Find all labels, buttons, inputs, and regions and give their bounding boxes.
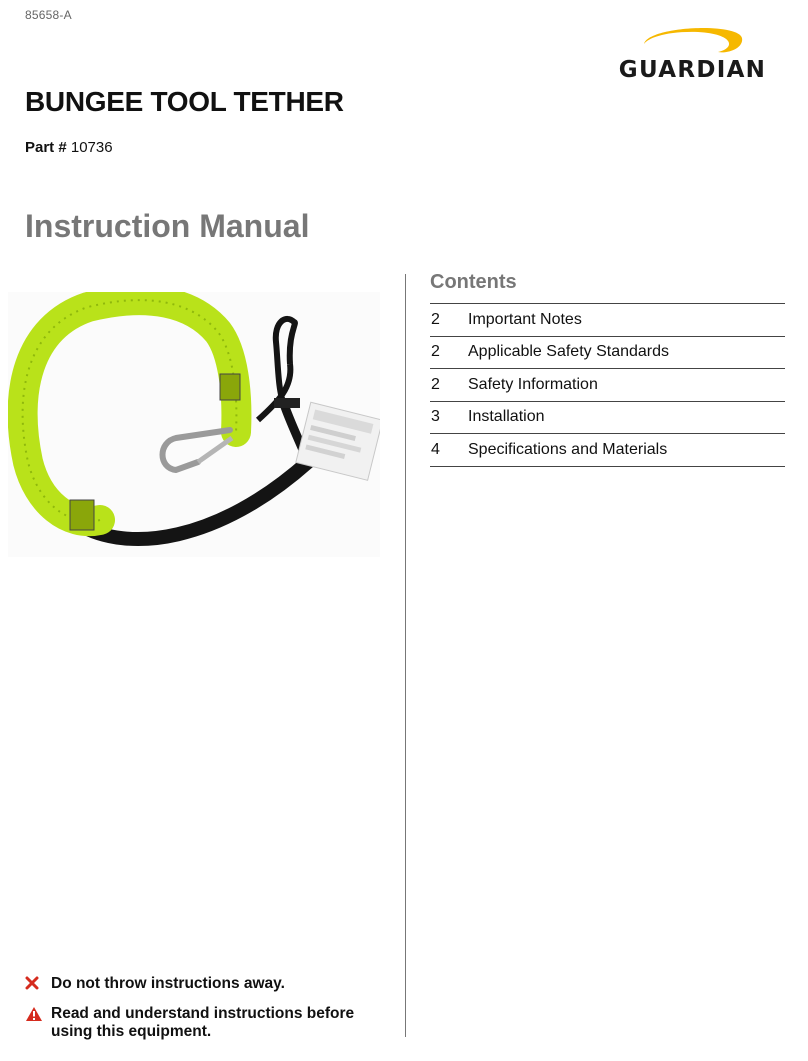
warning-icon xyxy=(25,1005,51,1027)
toc-row[interactable] xyxy=(430,337,785,370)
part-number xyxy=(25,139,113,156)
note-text: Do not throw instructions away. xyxy=(51,975,285,992)
toc-page-number: 4 xyxy=(431,440,440,458)
part-number-label: Part # xyxy=(25,139,67,156)
note-text: Read and understand instructions before using this equipment. xyxy=(51,1005,355,1040)
toc-row[interactable] xyxy=(430,434,785,467)
x-mark-icon xyxy=(25,975,51,995)
toc-row[interactable] xyxy=(430,304,785,337)
product-title: BUNGEE TOOL TETHER xyxy=(25,86,344,117)
guardian-logo xyxy=(590,22,795,82)
toc-page-number: 2 xyxy=(431,375,440,393)
product-photo xyxy=(8,292,380,557)
toc-row[interactable] xyxy=(430,369,785,402)
toc-label: Applicable Safety Standards xyxy=(468,343,670,361)
toc-page-number: 2 xyxy=(431,310,440,328)
column-divider xyxy=(405,274,406,1037)
toc-label: Important Notes xyxy=(468,310,582,328)
table-of-contents xyxy=(430,303,785,467)
logo-wordmark: GUARDIAN xyxy=(618,57,767,83)
manual-title: Instruction Manual xyxy=(25,208,310,244)
toc-label: Specifications and Materials xyxy=(468,440,668,458)
note-item xyxy=(25,1005,395,1041)
toc-page-number: 3 xyxy=(431,408,440,426)
logo-swoosh-icon xyxy=(638,22,748,56)
part-number-value: 10736 xyxy=(70,139,113,156)
contents-heading: Contents xyxy=(430,271,517,293)
toc-label: Installation xyxy=(468,408,545,426)
toc-row[interactable] xyxy=(430,402,785,435)
toc-label: Safety Information xyxy=(468,375,598,393)
note-item xyxy=(25,975,395,995)
document-code: 85658-A xyxy=(25,8,72,22)
toc-page-number: 2 xyxy=(431,343,440,361)
safety-notes xyxy=(25,975,395,1041)
